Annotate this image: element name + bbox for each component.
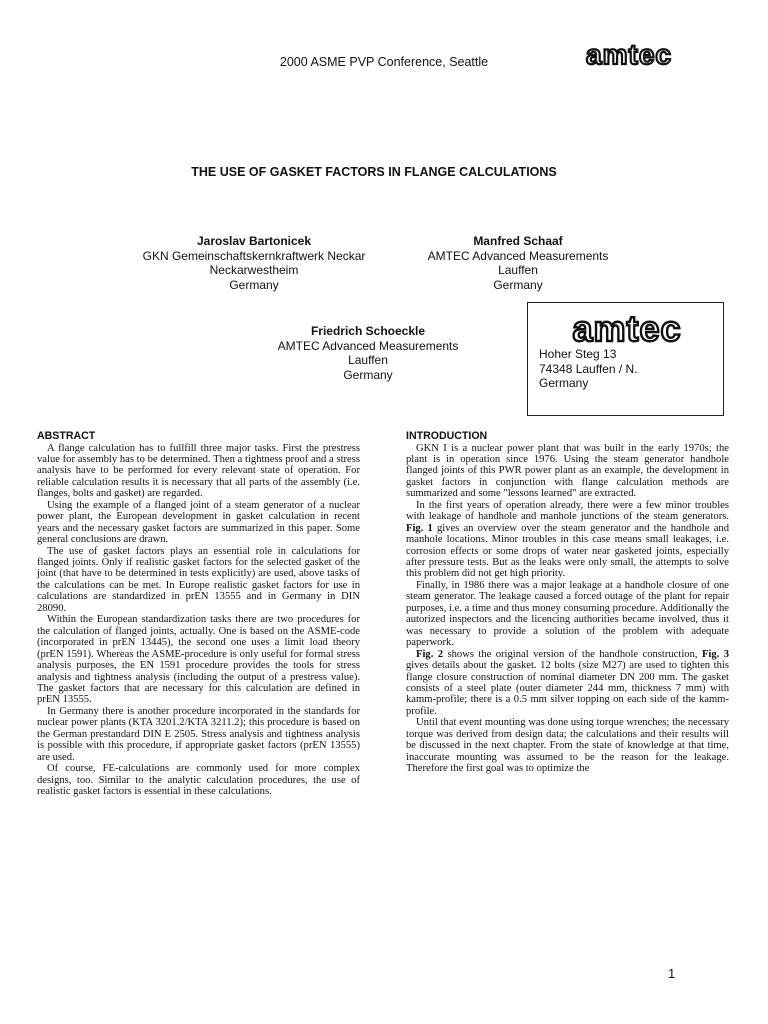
abstract-paragraph: Of course, FE-calculations are commonly used for more complex designs, too. Similar to the analytic calculation procedures, the use of realistic gasket factors is essential in these calculations. xyxy=(37,763,360,798)
abstract-paragraph: A flange calculation has to fullfill three major tasks. First the prestress value for assembly has to be determined. Then a tightness proof and a stress analysis have to be performed for every relevant state of operation. For reliable calculation results it is necessary that all parts of the assembly (i.e. flanges, bolts and gasket) are regarded. xyxy=(37,442,360,500)
abstract-paragraph: Within the European standardization tasks there are two procedures for the calculation of flanged joints, actually. One is based on the ASME-code (incorporated in prEN 13445), the second one uses a limit load theory (prEN 1591). Whereas the ASME-procedure is only useful for formal stress analysis purposes, the EN 1591 procedure provides the tools for stress analysis and tightness analysis (including the output of a prestress value). The gasket factors that are necessary for this calculation are defined in prEN 13555. xyxy=(37,614,360,706)
text-run: gives an overview over the steam generator and the handhole and manhole locations. Minor troubles in this case means small leakages, i.e. corrosion effects or some drops of water near gasketed joints, especially after pressure tests. But as the leaks were only small, the attempts to solve this problem did not get high priority. xyxy=(406,522,730,580)
figure-reference: Fig. 3 xyxy=(701,648,730,660)
author-country: Germany xyxy=(229,277,279,292)
amtec-logo-large xyxy=(537,312,717,345)
introduction-column xyxy=(406,430,729,775)
company-address-box xyxy=(527,302,724,416)
figure-reference: Fig. 1 xyxy=(406,522,433,534)
author-country: Germany xyxy=(493,277,543,292)
paper-title: THE USE OF GASKET FACTORS IN FLANGE CALCULATIONS xyxy=(191,165,557,179)
author-name: Friedrich Schoeckle xyxy=(310,324,426,338)
author-name: Jaroslav Bartonicek xyxy=(196,234,312,248)
introduction-paragraph: Until that event mounting was done using torque wrenches; the necessary torque was derived from design data; the calculations and their results will be discussed in the next chapter. From the state of knowledge at that time, inaccurate mounting was assumed to be the reason for the leakage. Therefore the first goal was to optimize the xyxy=(406,717,729,775)
introduction-paragraph: Finally, in 1986 there was a major leakage at a handhole closure of one steam generator. The leakage caused a forced outage of the plant for repair purposes, i.e. a time and thus money consuming procedure. Additionally the autorized inspectors and the licencing authorities became involved, thus it was necessary to provide a solution of the problem with adequate paperwork. xyxy=(406,579,729,649)
author-city: Lauffen xyxy=(498,263,538,277)
author-block xyxy=(368,234,668,292)
abstract-heading: ABSTRACT xyxy=(37,430,96,442)
author-affiliation: AMTEC Advanced Measurements xyxy=(427,248,609,263)
abstract-column xyxy=(37,430,360,798)
introduction-paragraph xyxy=(406,649,729,718)
introduction-paragraph: GKN I is a nuclear power plant that was built in the early 1970s; the plant is in operation since 1976. Using the steam generator handhole flanged joints of this PWR power plant as an example, the development in gasket factors in conjunction with flange calculation methods are summarized and some "lessons learned" are extracted. xyxy=(406,442,729,500)
author-block xyxy=(104,234,404,292)
amtec-logo-large-text: amtec xyxy=(572,312,682,345)
abstract-paragraph: The use of gasket factors plays an essential role in calculations for flanged joints. Only if realistic gasket factors for the selected gasket of the joint (that have to be determined in tests explicitly) are used, above tasks of the calculations can be met. In Europe realistic gasket factors for use in calculations are standardized in prEN 13555 and in Germany in DIN 28090. xyxy=(37,545,360,614)
author-city: Lauffen xyxy=(348,353,388,367)
page-number: 1 xyxy=(668,966,676,981)
amtec-logo-text: amtec xyxy=(586,42,672,68)
author-affiliation: GKN Gemeinschaftskernkraftwerk Neckar xyxy=(142,248,366,263)
introduction-heading: INTRODUCTION xyxy=(406,430,488,442)
author-country: Germany xyxy=(343,367,393,382)
abstract-paragraph: Using the example of a flanged joint of a steam generator of a nuclear power plant, the European development in gasket calculation in recent years and the necessary gasket factors are summarized in this paper. Some general conclusions are drawn. xyxy=(37,499,360,546)
address-lines xyxy=(539,347,638,391)
text-run: In the first years of operation already, there were a few minor troubles with leakage of handhole and manhole junctions of the steam generators. xyxy=(406,499,729,523)
author-city: Neckarwestheim xyxy=(209,263,299,277)
author-affiliation: AMTEC Advanced Measurements xyxy=(277,338,459,353)
conference-header: 2000 ASME PVP Conference, Seattle xyxy=(279,55,489,69)
text-run: shows the original version of the handhole construction, xyxy=(443,648,702,660)
author-name: Manfred Schaaf xyxy=(473,234,563,248)
text-run: gives details about the gasket. 12 bolts (size M27) are used to tighten this flange closure construction of nominal diameter DN 200 mm. The gasket consists of a steel plate (outer diameter 244 mm, thickness 7 mm) with kamm-profile; there is a 0.5 mm silver topping on each side of the kamm-profile. xyxy=(406,660,729,717)
author-block xyxy=(218,324,518,382)
abstract-paragraph: In Germany there is another procedure incorporated in the standards for nuclear power plants (KTA 3201.2/KTA 3211.2); this procedure is based on the German prestandard DIN E 2505. Stress analysis and tightness analysis is possible with this procedure, if appropriate gasket factors (prEN 13555) are used. xyxy=(37,705,360,763)
address-street: Hoher Steg 13 xyxy=(539,347,617,361)
figure-reference: Fig. 2 xyxy=(416,648,444,660)
address-country: Germany xyxy=(539,376,589,390)
introduction-paragraph xyxy=(406,500,729,580)
address-city: 74348 Lauffen / N. xyxy=(539,361,638,376)
amtec-logo xyxy=(553,42,705,68)
